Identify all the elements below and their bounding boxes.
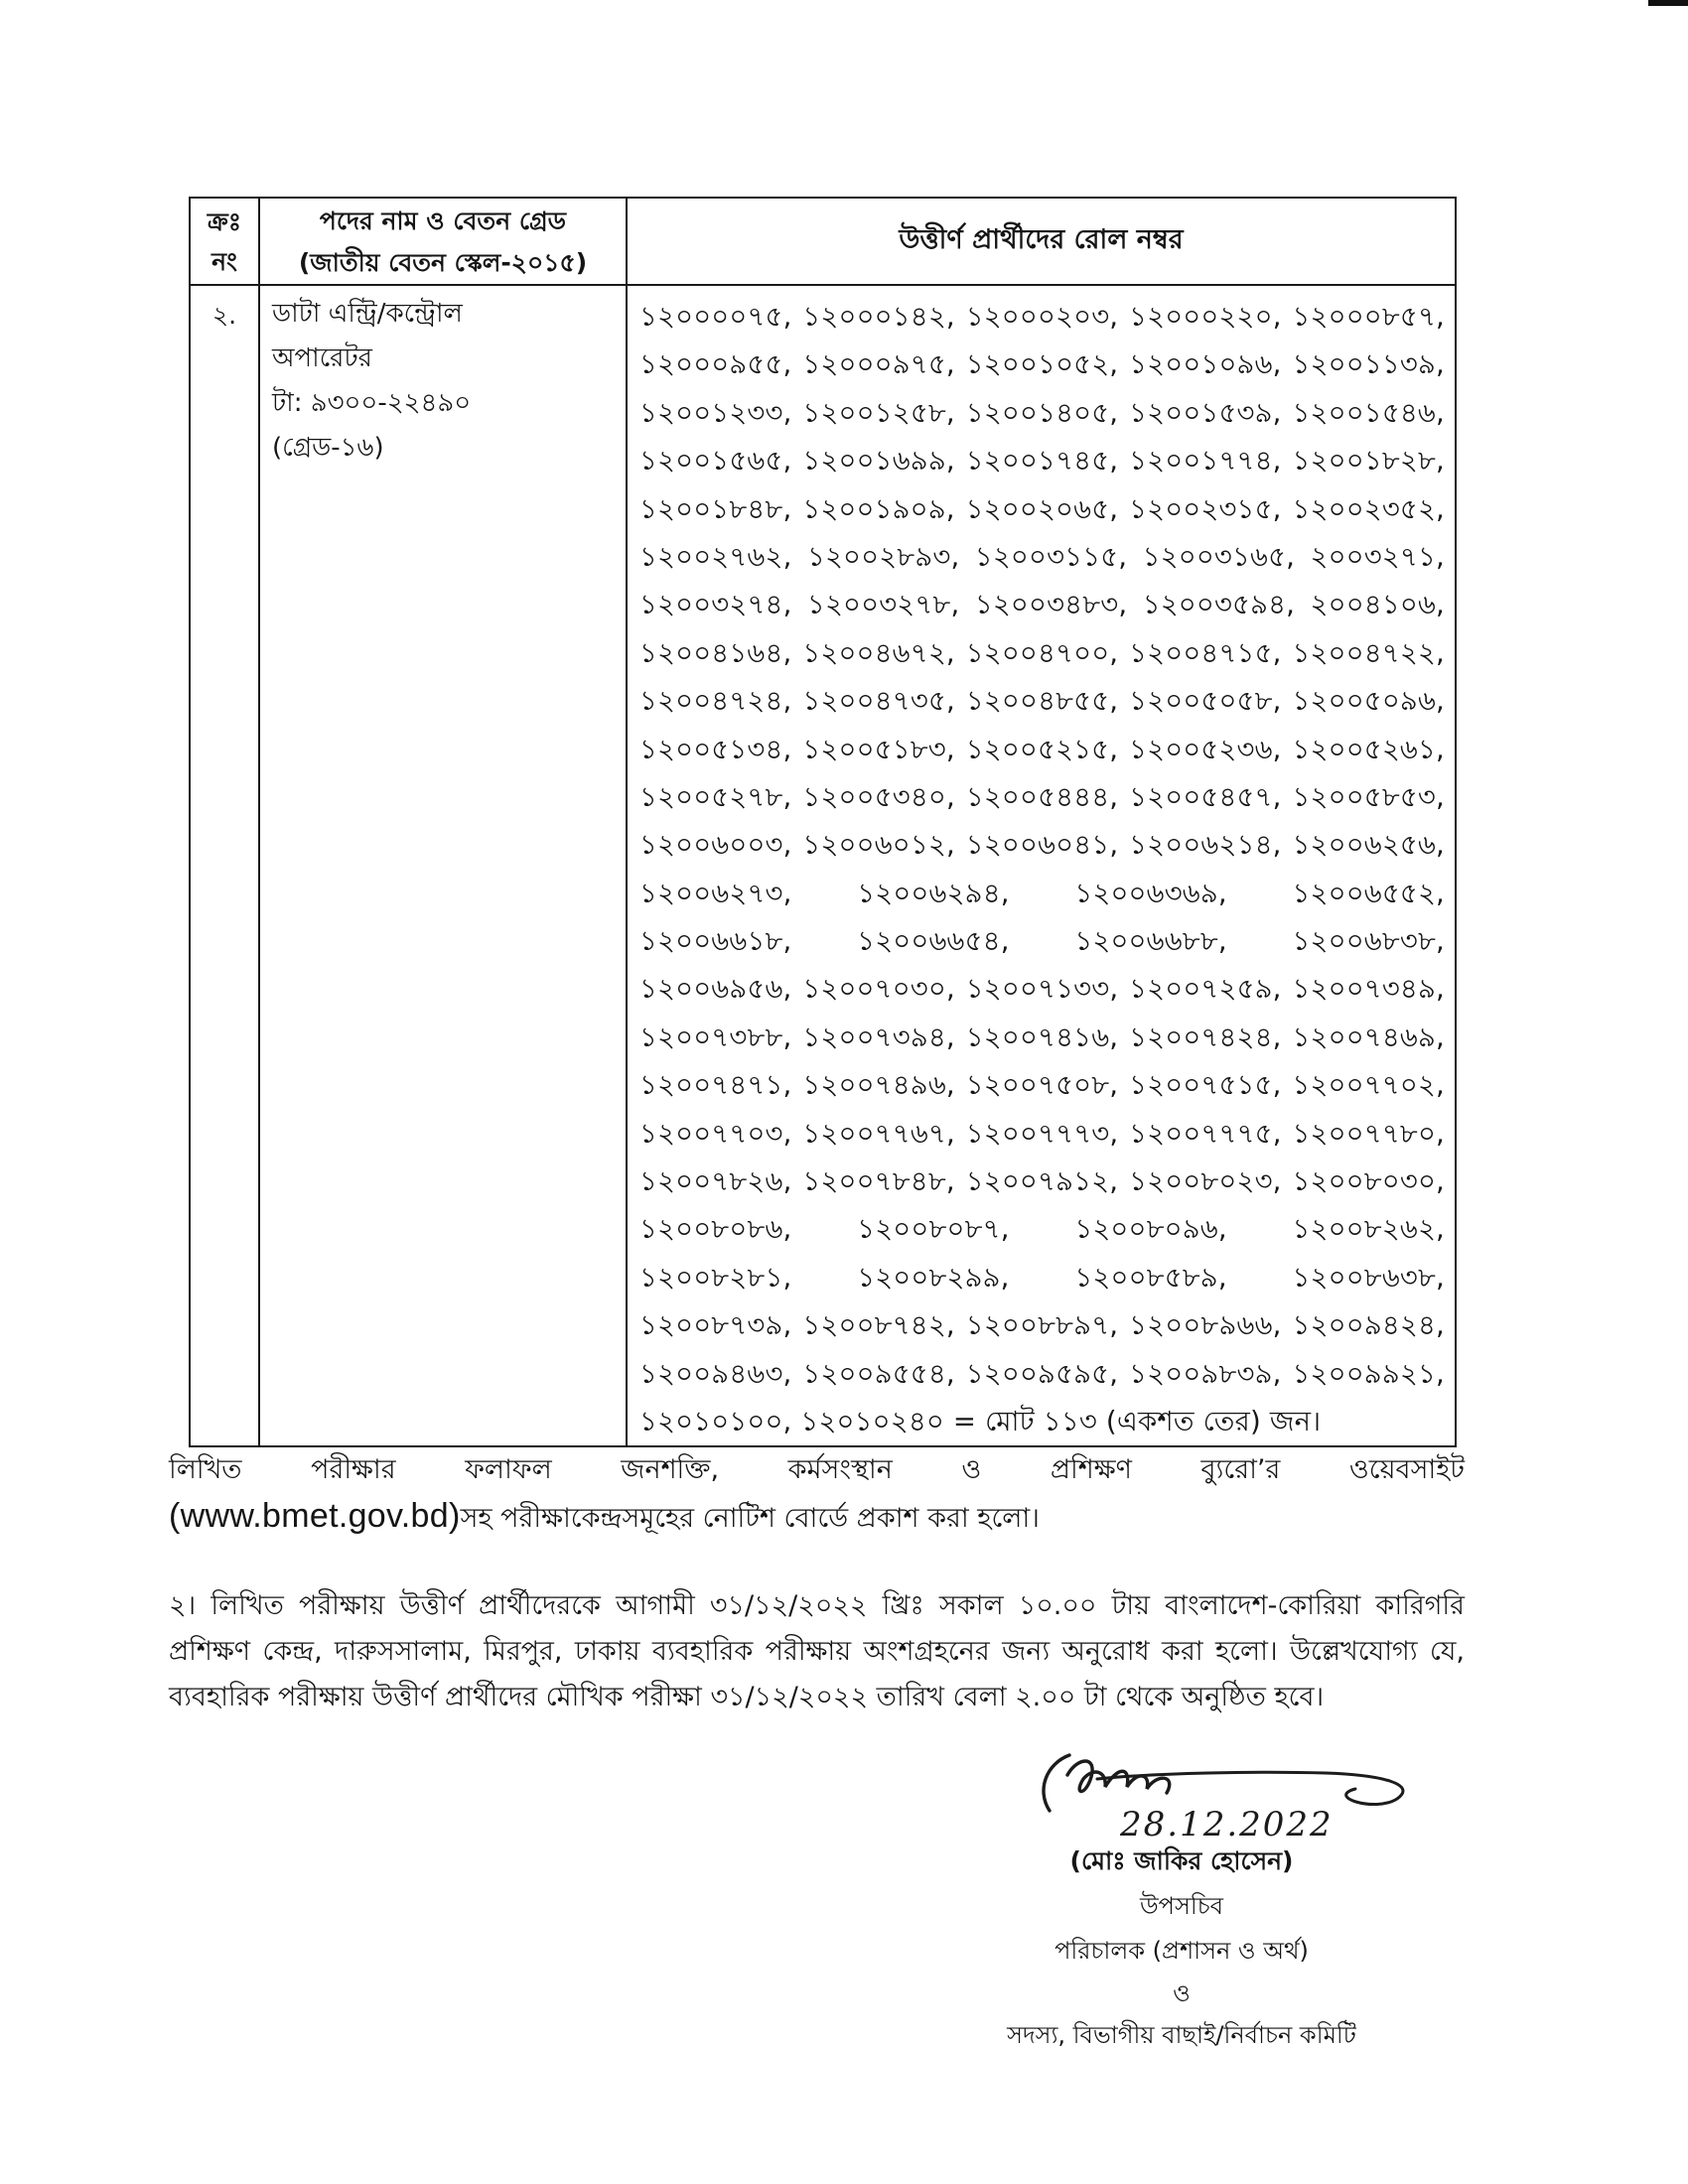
roll-number: ১২০০৮৮৯৭, bbox=[965, 1309, 1119, 1342]
table-row bbox=[190, 285, 1456, 1446]
roll-number: ১২০০৭০৩০, bbox=[802, 973, 955, 1006]
roll-line bbox=[639, 1350, 1445, 1398]
roll-line bbox=[639, 726, 1445, 773]
paragraph1-line1: লিখিত পরীক্ষার ফলাফল জনশক্তি, কর্মসংস্থান ও প্রশিক্ষণ ব্যুরো’র ওয়েবসাইট bbox=[169, 1454, 1465, 1485]
roll-number: ১২০০৩১১৫, bbox=[974, 540, 1128, 573]
roll-number: ১২০০৬৬৫৪, bbox=[857, 925, 1010, 958]
roll-line bbox=[639, 533, 1445, 581]
roll-number: ১২০০৫২৭৮, bbox=[639, 780, 792, 813]
roll-number: ১২০০১৫৪৬, bbox=[1292, 396, 1445, 429]
roll-number: ১২০০৮৫৮৯, bbox=[1074, 1261, 1227, 1294]
roll-number: ১২০০৭৪৭১, bbox=[639, 1069, 792, 1102]
results-table bbox=[189, 197, 1457, 1447]
roll-line bbox=[639, 1061, 1445, 1109]
roll-number: ১২০০৫৮৫৩, bbox=[1292, 780, 1445, 813]
roll-number: ১২০০৯৪২৪, bbox=[1292, 1309, 1445, 1342]
signer-office: পরিচালক (প্রশাসন ও অর্থ) bbox=[1055, 1937, 1309, 1965]
roll-number: ১২০০৬৩৬৯, bbox=[1074, 877, 1227, 909]
scan-corner-mark bbox=[1648, 0, 1688, 6]
roll-number: ১২০০৬৬১৮, bbox=[639, 925, 792, 958]
roll-number: ১২০০৯৪৬৩, bbox=[639, 1357, 792, 1390]
roll-number: ২০০৪১০৬, bbox=[1310, 589, 1445, 621]
roll-number: ১২০০৭৭৭৩, bbox=[965, 1117, 1119, 1150]
roll-line bbox=[639, 1158, 1445, 1205]
header-rolls: উত্তীর্ণ প্রার্থীদের রোল নম্বর bbox=[627, 198, 1456, 285]
roll-number: ১২০০৭৩৮৮, bbox=[639, 1021, 792, 1053]
roll-number: ১২০০৯৫৯৫, bbox=[965, 1357, 1119, 1390]
roll-number: ১২০০৭৪২৪, bbox=[1129, 1021, 1282, 1053]
roll-line bbox=[639, 1301, 1445, 1349]
roll-number: ১২০০৬৫৫২, bbox=[1292, 877, 1445, 909]
roll-number: ১২০০৮৬৩৮, bbox=[1292, 1261, 1445, 1294]
roll-number: ১২০০০১৪২, bbox=[802, 301, 955, 333]
roll-number: ১২০০৩৫৯৪, bbox=[1142, 589, 1296, 621]
post-name-line: অপারেটর bbox=[272, 343, 372, 373]
roll-line bbox=[639, 1205, 1445, 1253]
roll-number: ১২০০৫০৯৬, bbox=[1292, 685, 1445, 718]
roll-number: ১২০১০১০০, ১২০১০২৪০ = মোট ১১৩ (একশত তের) জন। bbox=[639, 1405, 1322, 1437]
roll-line bbox=[639, 437, 1445, 484]
roll-number: ১২০০১৮৪৮, bbox=[639, 492, 792, 525]
roll-number: ১২০০৫১৩৪, bbox=[639, 733, 792, 765]
post-name-line: ডাটা এন্ট্রি/কন্ট্রোল bbox=[272, 299, 463, 329]
roll-number: ১২০০৪১৬৪, bbox=[639, 636, 792, 669]
roll-number: ১২০০৮০৮৭, bbox=[857, 1213, 1010, 1246]
roll-number: ১২০০৩২৭৪, bbox=[639, 589, 792, 621]
roll-number: ১২০০৮৭৪২, bbox=[802, 1309, 955, 1342]
roll-number: ১২০০৭৪১৬, bbox=[965, 1021, 1119, 1053]
roll-number: ১২০০১১৩৯, bbox=[1292, 348, 1445, 381]
roll-number: ১২০০৯৮৩৯, bbox=[1129, 1357, 1282, 1390]
header-post-line: পদের নাম ও বেতন গ্রেড bbox=[319, 206, 567, 235]
roll-number: ১২০০৭৭০৩, bbox=[639, 1117, 792, 1150]
roll-number: ১২০০৮২৮১, bbox=[639, 1261, 792, 1294]
roll-number: ১২০০৮২৬২, bbox=[1292, 1213, 1445, 1246]
roll-number: ১২০০৬৮৩৮, bbox=[1292, 925, 1445, 958]
website-link: (www.bmet.gov.bd) bbox=[169, 1497, 461, 1535]
roll-number: ১২০০৭৫১৫, bbox=[1129, 1069, 1282, 1102]
roll-number: ১২০০০০৭৫, bbox=[639, 301, 792, 333]
roll-number: ১২০০২৩১৫, bbox=[1129, 492, 1282, 525]
roll-number: ১২০০১০৫২, bbox=[965, 348, 1119, 381]
roll-line bbox=[639, 341, 1445, 388]
roll-number: ১২০০১২৫৮, bbox=[802, 396, 955, 429]
roll-number: ১২০০৮০২৩, bbox=[1129, 1165, 1282, 1198]
roll-number: ১২০০৯৯২১, bbox=[1292, 1357, 1445, 1390]
roll-number: ১২০০৭৭০২, bbox=[1292, 1069, 1445, 1102]
roll-number: ১২০০৩৪৮৩, bbox=[974, 589, 1128, 621]
roll-number: ২০০৩২৭১, bbox=[1310, 540, 1445, 573]
roll-number: ১২০০০৯৫৫, bbox=[639, 348, 792, 381]
roll-number: ১২০০৫৪৫৭, bbox=[1129, 780, 1282, 813]
roll-number: ১২০০৪৭৩৫, bbox=[802, 685, 955, 718]
roll-line bbox=[639, 485, 1445, 533]
roll-number: ১২০০৯৫৫৪, bbox=[802, 1357, 955, 1390]
roll-line bbox=[639, 773, 1445, 821]
row-serial: ২. bbox=[190, 285, 259, 1446]
roll-number: ১২০০৫২৬১, bbox=[1292, 733, 1445, 765]
roll-number: ১২০০৭২৫৯, bbox=[1129, 973, 1282, 1006]
result-publish-paragraph bbox=[169, 1447, 1465, 1542]
roll-number: ১২০০১৬৯৯, bbox=[802, 445, 955, 478]
roll-number: ১২০০৪৭১৫, bbox=[1129, 636, 1282, 669]
handwritten-date: 28.12.2022 bbox=[1120, 1805, 1334, 1844]
roll-number: ১২০০৭৮৪৮, bbox=[802, 1165, 955, 1198]
roll-line bbox=[639, 1110, 1445, 1158]
roll-number: ১২০০৮০৩০, bbox=[1292, 1165, 1445, 1198]
roll-number: ১২০০৬২১৪, bbox=[1129, 829, 1282, 862]
roll-number: ১২০০৭৪৬৯, bbox=[1292, 1021, 1445, 1053]
roll-number: ১২০০৮৯৬৬, bbox=[1129, 1309, 1282, 1342]
roll-number: ১২০০০২২০, bbox=[1129, 301, 1282, 333]
roll-number: ১২০০৪৭২৪, bbox=[639, 685, 792, 718]
signer-conjunction: ও bbox=[1173, 1979, 1191, 2007]
roll-number: ১২০০৪৭২২, bbox=[1292, 636, 1445, 669]
roll-number: ১২০০৬০১২, bbox=[802, 829, 955, 862]
roll-number: ১২০০৬৯৫৬, bbox=[639, 973, 792, 1006]
row-post bbox=[259, 285, 627, 1446]
roll-number: ১২০০২০৬৫, bbox=[965, 492, 1119, 525]
signer-committee: সদস্য, বিভাগীয় বাছাই/নির্বাচন কমিটি bbox=[1007, 2021, 1356, 2049]
grade: (গ্রেড-১৬) bbox=[272, 433, 384, 463]
header-post bbox=[259, 198, 627, 285]
roll-number: ১২০০৪৬৭২, bbox=[802, 636, 955, 669]
roll-numbers bbox=[627, 285, 1456, 1446]
roll-number: ১২০০৩১৬৫, bbox=[1142, 540, 1296, 573]
header-post-line: (জাতীয় বেতন স্কেল-২০১৫) bbox=[298, 248, 588, 277]
roll-line bbox=[639, 389, 1445, 437]
roll-number: ১২০০৭৫০৮, bbox=[965, 1069, 1119, 1102]
roll-number: ১২০০১৭৭৪, bbox=[1129, 445, 1282, 478]
header-serial-line: ক্রঃ bbox=[207, 207, 242, 236]
roll-number: ১২০০১০৯৬, bbox=[1129, 348, 1282, 381]
roll-number: ১২০০২৮৯৩, bbox=[806, 540, 960, 573]
roll-number: ১২০০১৭৪৫, bbox=[965, 445, 1119, 478]
roll-number: ১২০০১২৩৩, bbox=[639, 396, 792, 429]
roll-number: ১২০০২৭৬২, bbox=[639, 540, 792, 573]
roll-number: ১২০০৪৭০০, bbox=[965, 636, 1119, 669]
roll-line bbox=[639, 293, 1445, 341]
roll-line bbox=[639, 1398, 1445, 1445]
roll-line bbox=[639, 965, 1445, 1013]
roll-number: ১২০০৬২৯৪, bbox=[857, 877, 1010, 909]
roll-number: ১২০০৩২৭৮, bbox=[806, 589, 960, 621]
table-header-row bbox=[190, 198, 1456, 285]
roll-line bbox=[639, 677, 1445, 725]
roll-line bbox=[639, 629, 1445, 677]
roll-number: ১২০০৭৩৪৯, bbox=[1292, 973, 1445, 1006]
signer-designation: উপসচিব bbox=[1139, 1892, 1224, 1920]
header-serial bbox=[190, 198, 259, 285]
roll-number: ১২০০৬০০৩, bbox=[639, 829, 792, 862]
roll-line bbox=[639, 581, 1445, 628]
roll-number: ১২০০০২০৩, bbox=[965, 301, 1119, 333]
roll-number: ১২০০৬২৫৬, bbox=[1292, 829, 1445, 862]
pay-scale: টা: ৯৩০০-২২৪৯০ bbox=[272, 388, 472, 418]
roll-number: ১২০০১৯০৯, bbox=[802, 492, 955, 525]
paragraph1-rest: সহ পরীক্ষাকেন্দ্রসমূহের নোটিশ বোর্ডে প্রকাশ করা হলো। bbox=[460, 1503, 1040, 1534]
signer-name: (মোঃ জাকির হোসেন) bbox=[1069, 1846, 1294, 1875]
roll-number: ১২০০৪৮৫৫, bbox=[965, 685, 1119, 718]
roll-number: ১২০০২৩৫২, bbox=[1292, 492, 1445, 525]
roll-line bbox=[639, 1254, 1445, 1301]
roll-number: ১২০০১৮২৮, bbox=[1292, 445, 1445, 478]
roll-line bbox=[639, 917, 1445, 965]
roll-number: ১২০০৫৪৪৪, bbox=[965, 780, 1119, 813]
roll-number: ১২০০৬৬৮৮, bbox=[1074, 925, 1227, 958]
roll-number: ১২০০৫১৮৩, bbox=[802, 733, 955, 765]
roll-number: ১২০০৭৪৯৬, bbox=[802, 1069, 955, 1102]
roll-number: ১২০০৭৭৮০, bbox=[1292, 1117, 1445, 1150]
roll-number: ১২০০৬০৪১, bbox=[965, 829, 1119, 862]
roll-number: ১২০০৫০৫৮, bbox=[1129, 685, 1282, 718]
roll-number: ১২০০০৮৫৭, bbox=[1292, 301, 1445, 333]
roll-number: ১২০০৭১৩৩, bbox=[965, 973, 1119, 1006]
roll-number: ১২০০৫২১৫, bbox=[965, 733, 1119, 765]
roll-number: ১২০০৮০৮৬, bbox=[639, 1213, 792, 1246]
roll-number: ১২০০১৫৬৫, bbox=[639, 445, 792, 478]
roll-number: ১২০০৭৭৬৭, bbox=[802, 1117, 955, 1150]
roll-number: ১২০০৫৩৪০, bbox=[802, 780, 955, 813]
roll-line bbox=[639, 1014, 1445, 1061]
roll-number: ১২০০৮০৯৬, bbox=[1074, 1213, 1227, 1246]
roll-number: ১২০০৭৮২৬, bbox=[639, 1165, 792, 1198]
roll-number: ১২০০৫২৩৬, bbox=[1129, 733, 1282, 765]
roll-line bbox=[639, 821, 1445, 869]
roll-number: ১২০০০৯৭৫, bbox=[802, 348, 955, 381]
header-serial-line: নং bbox=[211, 247, 237, 276]
practical-exam-paragraph: ২। লিখিত পরীক্ষায় উত্তীর্ণ প্রার্থীদেরকে আগামী ৩১/১২/২০২২ খ্রিঃ সকাল ১০.০০ টায় বাংলাদেশ-কোরিয়া কারিগরি প্রশিক্ষণ কেন্দ্র, দারুসসালাম, মিরপুর, ঢাকায় ব্যবহারিক পরীক্ষায় অংশগ্রহনের জন্য অনুরোধ করা হলো। উল্লেখযোগ্য যে, ব্যবহারিক পরীক্ষায় উত্তীর্ণ প্রার্থীদের মৌখিক পরীক্ষা ৩১/১২/২০২২ তারিখ বেলা ২.০০ টা থেকে অনুষ্ঠিত হবে। bbox=[169, 1590, 1465, 1712]
roll-number: ১২০০১৪০৫, bbox=[965, 396, 1119, 429]
roll-number: ১২০০৬২৭৩, bbox=[639, 877, 792, 909]
roll-number: ১২০০১৫৩৯, bbox=[1129, 396, 1282, 429]
roll-number: ১২০০৭৭৭৫, bbox=[1129, 1117, 1282, 1150]
roll-number: ১২০০৭৩৯৪, bbox=[802, 1021, 955, 1053]
roll-line bbox=[639, 870, 1445, 917]
roll-number: ১২০০৮৭৩৯, bbox=[639, 1309, 792, 1342]
roll-number: ১২০০৭৯১২, bbox=[965, 1165, 1119, 1198]
roll-number: ১২০০৮২৯৯, bbox=[857, 1261, 1010, 1294]
